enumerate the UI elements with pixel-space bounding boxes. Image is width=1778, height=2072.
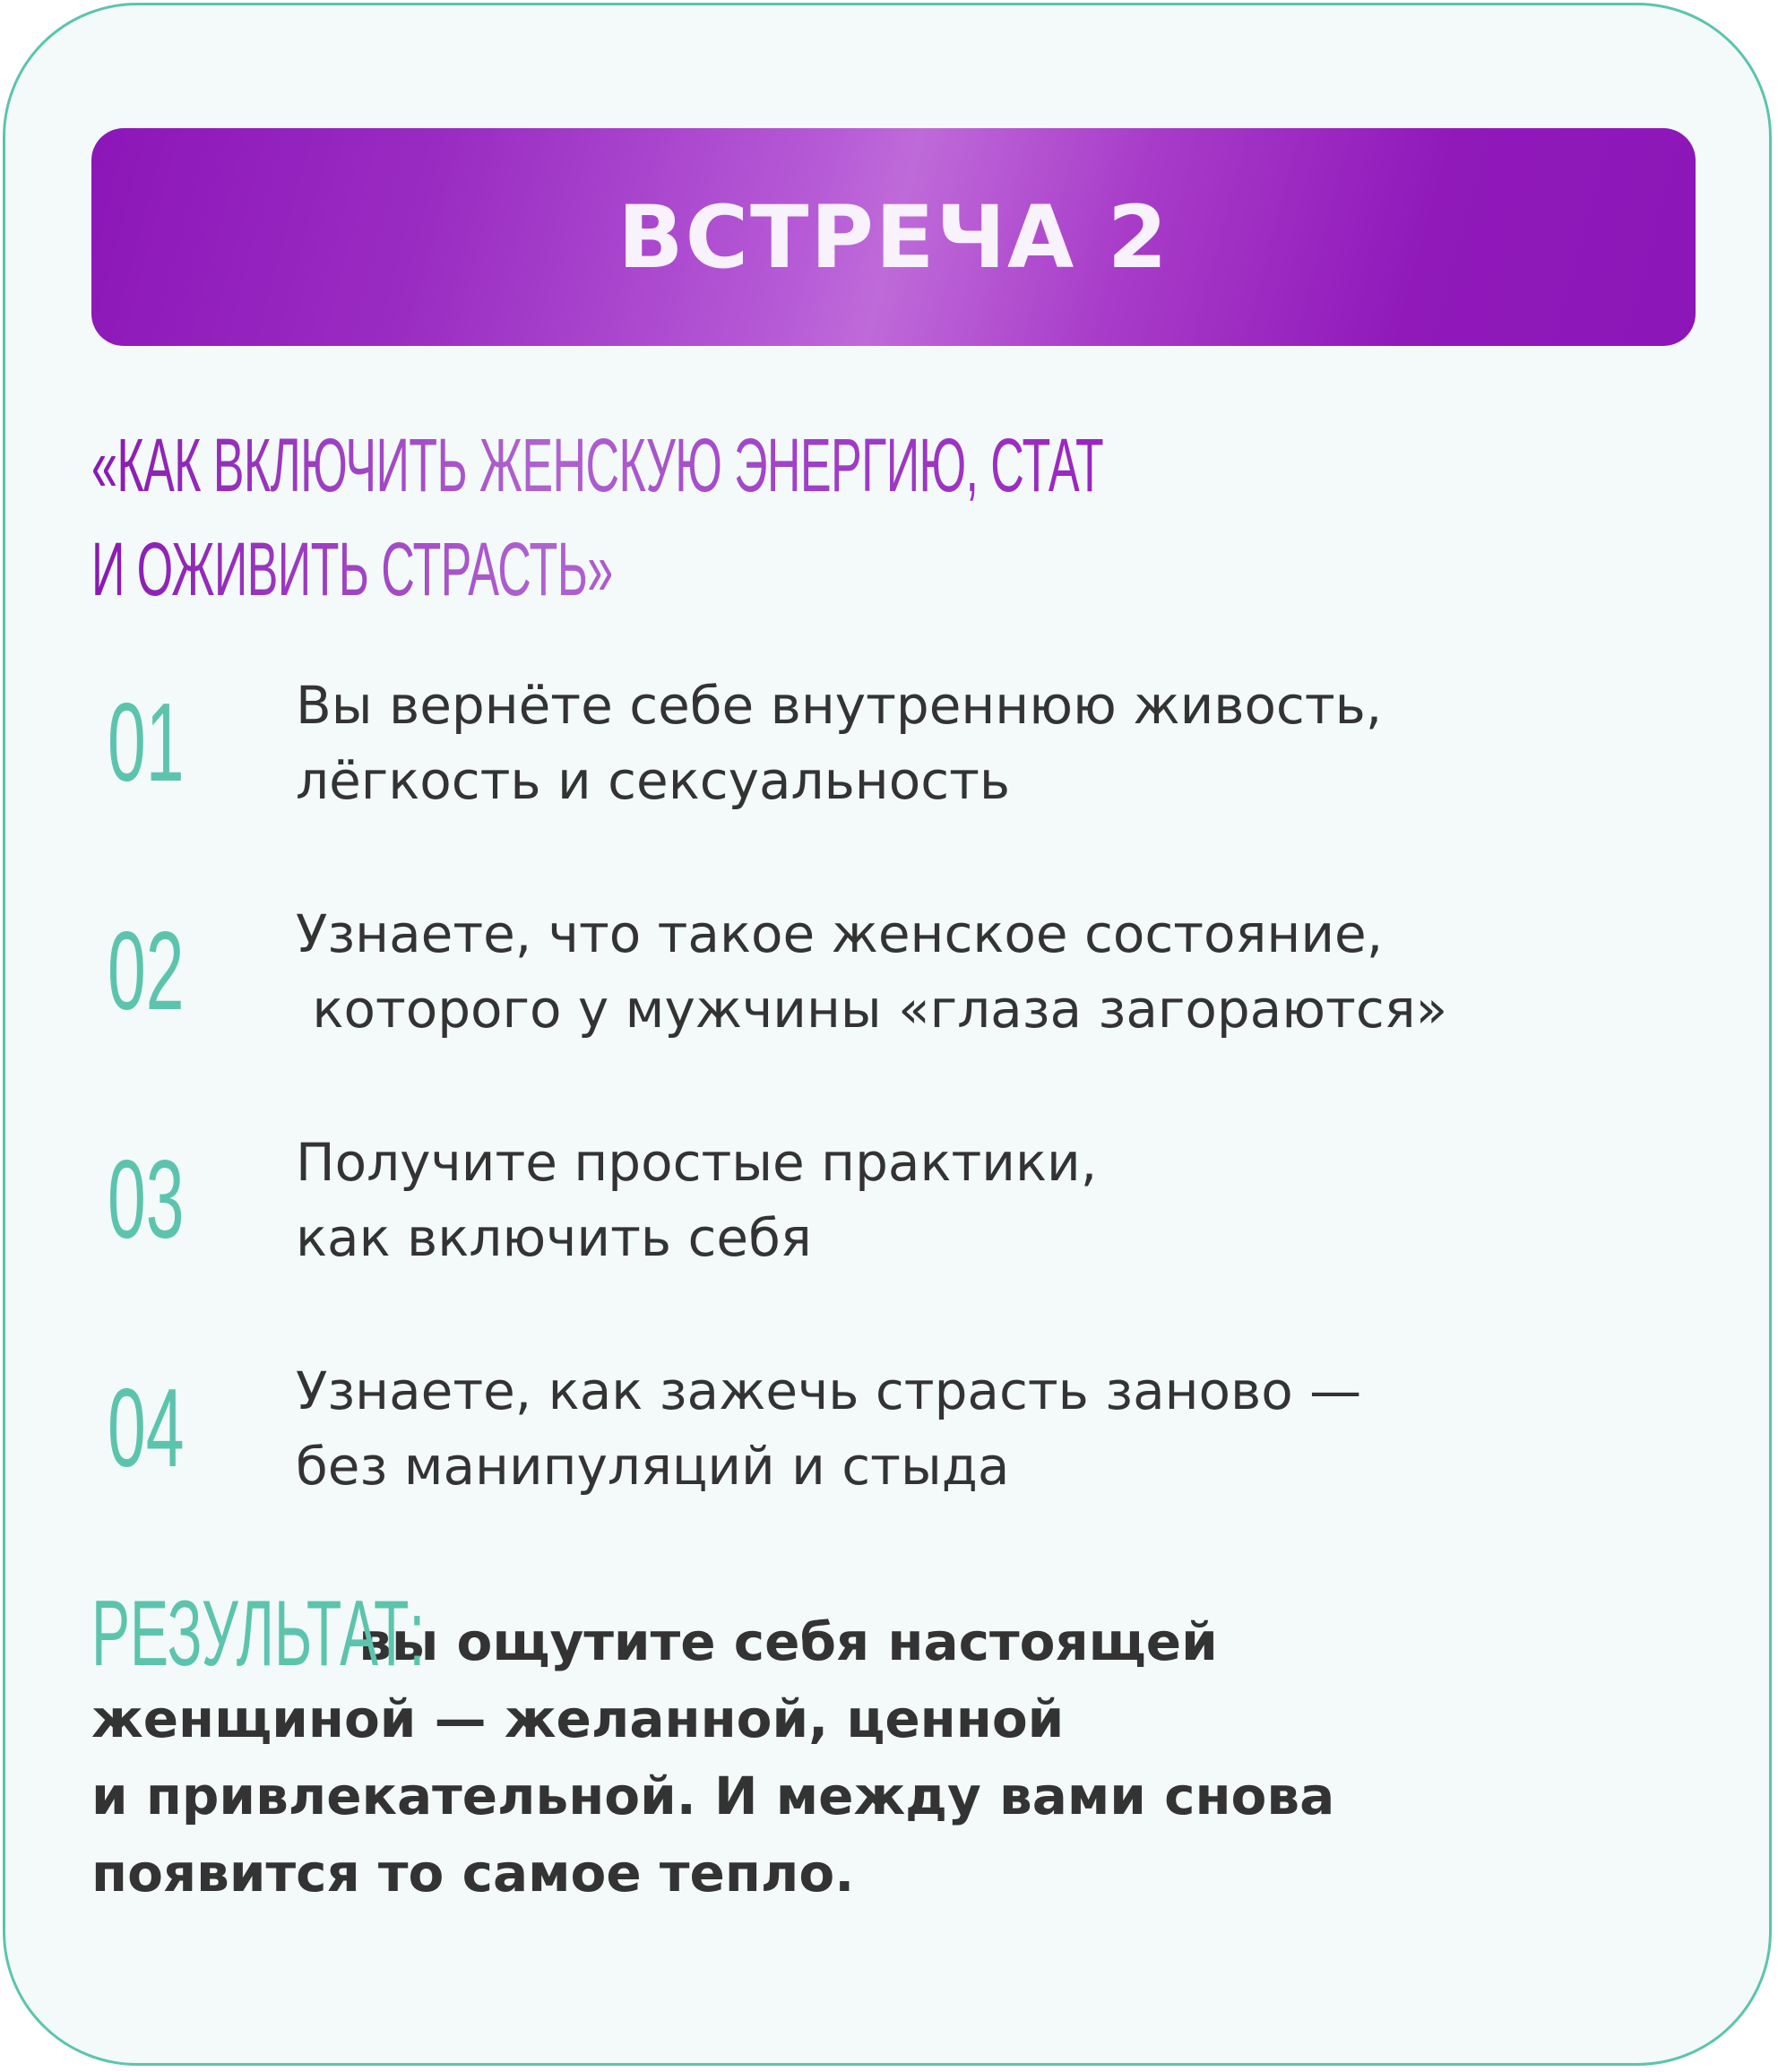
result-line-3: и привлекательной. И между вами снова (91, 1766, 1335, 1826)
item-text-line-2: без манипуляций и стыда (296, 1436, 1010, 1497)
item-text-line-1: Узнаете, как зажечь страсть заново — (296, 1360, 1362, 1421)
result-label: РЕЗУЛЬТАТ: (91, 1582, 426, 1686)
item-number: 01 (108, 681, 185, 805)
item-text (296, 896, 1447, 1047)
list-item-03 (91, 1130, 1687, 1282)
subtitle-line-2: И ОЖИВИТЬ СТРАСТЬ» (91, 527, 613, 611)
meeting-banner (91, 128, 1696, 346)
item-text-line-2: которого у мужчины «глаза загораются» (296, 979, 1448, 1040)
item-text (296, 1353, 1361, 1504)
item-number: 02 (108, 910, 185, 1033)
item-text-line-1: Вы вернёте себе внутреннюю живость, (296, 675, 1383, 736)
list-item-02 (91, 902, 1687, 1054)
meeting-title: ВСТРЕЧА 2 (617, 186, 1170, 288)
item-text (296, 668, 1382, 818)
result-text-1: вы ощутите себя настоящей (358, 1611, 1218, 1672)
meeting-card (3, 3, 1772, 2066)
result-line-1 (91, 1582, 1722, 1686)
item-text-line-2: лёгкость и сексуальность (296, 750, 1011, 811)
item-text-line-1: Узнаете, что такое женское состояние, (296, 903, 1384, 964)
item-number: 03 (108, 1138, 185, 1262)
meeting-subtitle (91, 413, 1415, 621)
result-line-2: женщиной — желанной, ценной (91, 1688, 1065, 1749)
result-block (91, 1582, 1722, 1912)
result-line-4: появится то самое тепло. (91, 1843, 855, 1904)
item-number: 04 (108, 1367, 185, 1490)
item-text-line-2: как включить себя (296, 1207, 812, 1268)
item-text-line-1: Получите простые практики, (296, 1132, 1098, 1193)
item-text (296, 1125, 1097, 1275)
list-item-04 (91, 1359, 1687, 1511)
subtitle-line-1: «КАК ВКЛЮЧИТЬ ЖЕНСКУЮ ЭНЕРГИЮ, СТАТЬ ЖЕЛАННОЙ (91, 423, 1415, 507)
list-item-01 (91, 673, 1687, 825)
